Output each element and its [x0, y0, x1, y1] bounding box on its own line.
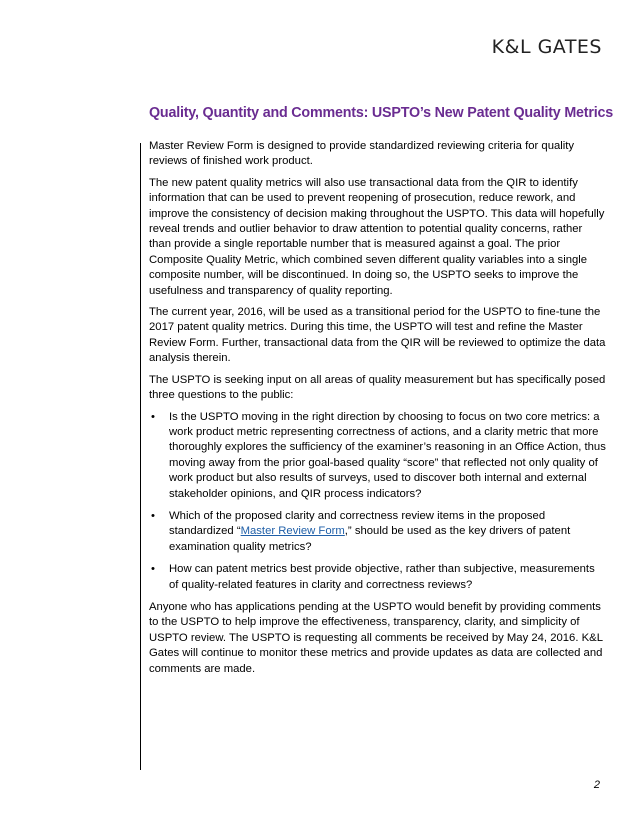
list-item	[149, 562, 606, 593]
paragraph: The new patent quality metrics will also use transactional data from the QIR to identify information that can be used to prevent reopening of prosecution, reduce rework, and improve the consistency of decision making throughout the USPTO. This data will hopefully reveal trends and outlier behavior to draw attention to potential quality concerns, rather than provide a single reportable number that is measured against a goal. The prior Composite Quality Metric, which combined seven different quality variables into a single composite number, will be discontinued. In doing so, the USPTO seeks to improve the usefulness and transparency of quality reporting.	[149, 176, 605, 297]
list-item	[149, 410, 606, 502]
paragraph: Master Review Form is designed to provide standardized reviewing criteria for quality reviews of finished work product.	[149, 140, 575, 168]
article-title: Quality, Quantity and Comments: USPTO’s New Patent Quality Metrics	[149, 105, 613, 121]
list-item-text: How can patent metrics best provide objective, rather than subjective, measurements of quality-related features in clarity and correctness reviews?	[169, 563, 595, 591]
bullet-icon: •	[151, 509, 155, 522]
bullet-icon: •	[151, 563, 155, 576]
kl-gates-logo: K&L GATES	[491, 36, 602, 58]
paragraph: The current year, 2016, will be used as a transitional period for the USPTO to fine-tune the 2017 patent quality metrics. During this time, the USPTO will test and refine the Master Review Form. Further, transactional data from the QIR will be reviewed to optimize the data analysis therein.	[149, 306, 606, 365]
page-number: 2	[593, 779, 600, 791]
master-review-form-link[interactable]: Master Review Form	[240, 525, 345, 538]
article-body	[149, 139, 606, 683]
bullet-icon: •	[151, 410, 155, 423]
paragraph: The USPTO is seeking input on all areas of quality measurement but has specifically posed three questions to the public:	[149, 373, 606, 402]
list-item-text-start: Which of the proposed clarity and correctness review items in the proposed standardized “	[169, 509, 546, 538]
closing-paragraph: Anyone who has applications pending at the USPTO would benefit by providing comments to the USPTO to help improve the effectiveness, transparency, clarity, and simplicity of USPTO review. The USPTO is requesting all comments be received by May 24, 2016. K&L Gates will continue to monitor these metrics and provide updates as data are collected and comments are made.	[149, 600, 603, 675]
list-item-text-end: ,” should be used as the key drivers of patent examination quality metrics?	[169, 525, 571, 553]
margin-rule	[140, 143, 141, 770]
list-item-text: Is the USPTO moving in the right direction by choosing to focus on two core metrics: a work product metric representing correctness of actions, and a clarity metric that more thoroughly explores the sufficiency of the examiner’s reasoning in an Office Action, thus moving away from the prior goal-based quality “score” that reflected not only quality of work product but also results of surveys, used to discover both internal and external stakeholder opinions, and QIR process indicators?	[169, 410, 606, 500]
question-list	[149, 410, 606, 593]
list-item	[149, 509, 606, 555]
